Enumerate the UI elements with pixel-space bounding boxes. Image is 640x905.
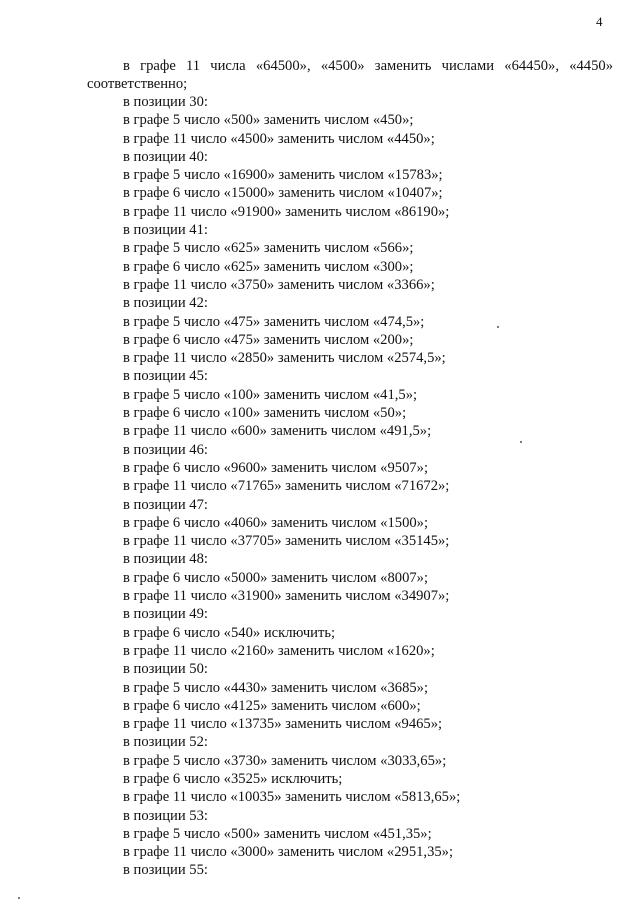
amendment-line: в графе 11 число «2850» заменить числом «2574,5»; <box>123 350 446 367</box>
amendment-line: в графе 6 число «3525» исключить; <box>123 770 343 787</box>
scan-speck <box>497 326 499 328</box>
amendment-list <box>123 93 460 880</box>
amendment-line: в позиции 48: <box>123 551 208 568</box>
amendment-line: в графе 11 число «91900» заменить числом «86190»; <box>123 203 450 220</box>
amendment-line: в графе 5 число «100» заменить числом «41,5»; <box>123 386 418 403</box>
intro-line: в графе 11 числа «64500», «4500» заменить числами «64450», «4450» <box>123 58 613 74</box>
amendment-line: в графе 5 число «475» заменить числом «474,5»; <box>123 313 425 330</box>
amendment-line: в графе 6 число «100» заменить числом «50»; <box>123 405 407 422</box>
amendment-line: в графе 11 число «3000» заменить числом «2951,35»; <box>123 844 454 861</box>
amendment-line: в позиции 49: <box>123 606 208 623</box>
amendment-line: в позиции 41: <box>123 222 208 239</box>
amendment-line: в графе 6 число «4125» заменить числом «600»; <box>123 697 421 714</box>
amendment-line: в графе 6 число «5000» заменить числом «8007»; <box>123 569 429 586</box>
amendment-line: в графе 5 число «16900» заменить числом «15783»; <box>123 167 443 184</box>
amendment-line: в графе 5 число «500» заменить числом «450»; <box>123 112 414 129</box>
scan-speck <box>520 441 522 443</box>
amendment-line: в графе 11 число «71765» заменить числом «71672»; <box>123 478 450 495</box>
amendment-line: в графе 11 число «31900» заменить числом «34907»; <box>123 588 450 605</box>
amendment-line: в графе 11 число «10035» заменить числом «5813,65»; <box>123 789 461 806</box>
amendment-line: в позиции 52: <box>123 734 208 751</box>
amendment-line: в графе 11 число «4500» заменить числом «4450»; <box>123 130 435 147</box>
amendment-line: в позиции 40: <box>123 148 208 165</box>
amendment-line: в позиции 47: <box>123 496 208 513</box>
amendment-line: в графе 11 число «13735» заменить числом «9465»; <box>123 716 443 733</box>
scan-speck <box>18 897 20 899</box>
amendment-line: в графе 6 число «625» заменить числом «300»; <box>123 258 414 275</box>
amendment-line: в графе 5 число «4430» заменить числом «3685»; <box>123 679 429 696</box>
amendment-line: в позиции 53: <box>123 807 208 824</box>
amendment-line: в позиции 45: <box>123 368 208 385</box>
intro-continuation: соответственно; <box>87 76 188 92</box>
amendment-line: в позиции 55: <box>123 862 208 879</box>
amendment-line: в графе 6 число «540» исключить; <box>123 624 336 641</box>
amendment-line: в графе 6 число «15000» заменить числом «10407»; <box>123 185 443 202</box>
amendment-line: в графе 6 число «9600» заменить числом «9507»; <box>123 459 429 476</box>
amendment-line: в графе 5 число «3730» заменить числом «3033,65»; <box>123 752 447 769</box>
amendment-line: в графе 5 число «625» заменить числом «566»; <box>123 240 414 257</box>
amendment-line: в графе 5 число «500» заменить числом «451,35»; <box>123 825 432 842</box>
amendment-line: в графе 6 число «475» заменить числом «200»; <box>123 331 414 348</box>
amendment-line: в графе 11 число «3750» заменить числом «3366»; <box>123 276 435 293</box>
amendment-line: в позиции 50: <box>123 661 208 678</box>
amendment-line: в графе 6 число «4060» заменить числом «1500»; <box>123 514 429 531</box>
amendment-line: в позиции 46: <box>123 441 208 458</box>
amendment-line: в графе 11 число «2160» заменить числом «1620»; <box>123 642 435 659</box>
amendment-line: в позиции 42: <box>123 295 208 312</box>
amendment-line: в позиции 30: <box>123 94 208 110</box>
amendment-line: в графе 11 число «600» заменить числом «491,5»; <box>123 423 432 440</box>
page-number: 4 <box>596 14 603 29</box>
amendment-line: в графе 11 число «37705» заменить числом «35145»; <box>123 533 450 550</box>
